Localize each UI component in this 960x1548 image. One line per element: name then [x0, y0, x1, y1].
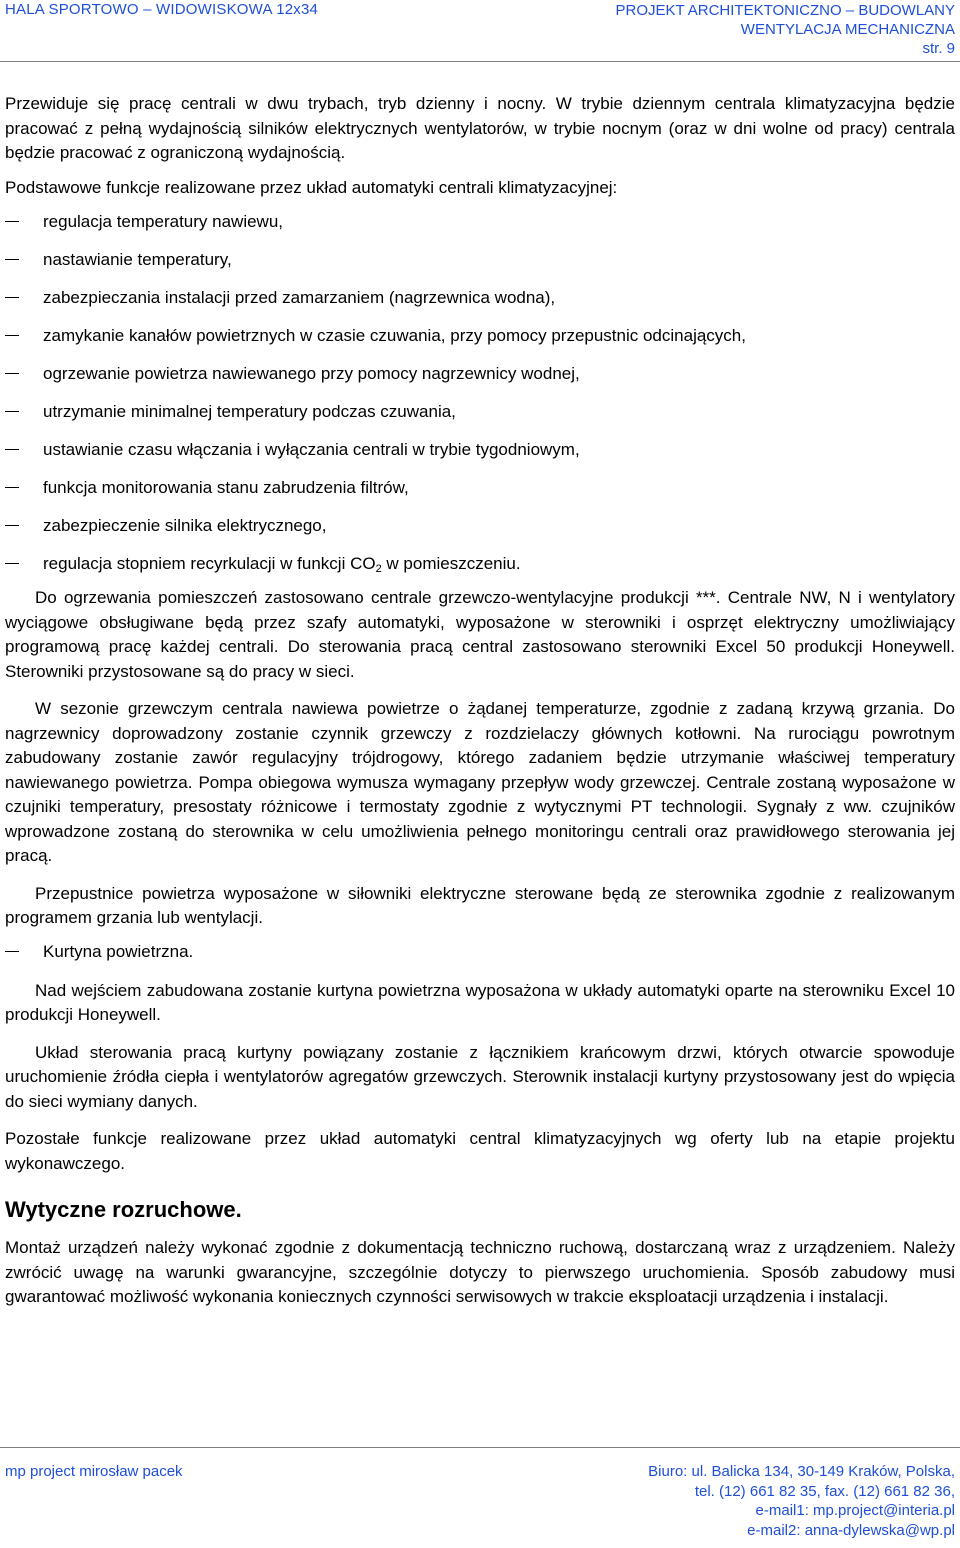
list-item: regulacja temperatury nawiewu, [5, 203, 955, 241]
footer-company-name: mp project mirosław pacek [5, 1463, 183, 1480]
page-header [0, 0, 960, 64]
paragraph-dampers: Przepustnice powietrza wyposażone w siłowniki elektryczne sterowane będą ze sterownika zgodnie z realizowanym programem grzania lub wentylacji. [5, 883, 955, 927]
footer-address: Biuro: ul. Balicka 134, 30-149 Kraków, Polska, [648, 1463, 955, 1480]
paragraph-other-functions: Pozostałe funkcje realizowane przez układ automatyki central klimatyzacyjnych wg oferty lub na etapie projektu wykonawczego. [5, 1129, 955, 1173]
dash-bullet [5, 373, 19, 374]
air-curtain-list [5, 933, 955, 971]
dash-bullet [5, 951, 19, 952]
header-document-info [616, 1, 956, 58]
dash-bullet [5, 297, 19, 298]
header-page-number: str. 9 [922, 40, 955, 57]
dash-bullet [5, 563, 19, 564]
paragraph-heating-season: W sezonie grzewczym centrala nawiewa powietrze o żądanej temperaturze, zgodnie z zadaną krzywą grzania. Do nagrzewnicy doprowadzony zostanie czynnik grzewczy z rozdzielaczy głównych kotłowni. Na rurociągu powrotnym zabudowany zostanie zawór regulacyjny trójdrogowy, którego zadaniem będzie utrzymanie właściwej temperatury nawiewanego powietrza. Pompa obiegowa wymusza wymagany przepływ wody grzewczej. Centrale zostaną wyposażone w czujniki temperatury, presostaty różnicowe i termostaty zgodnie z wytycznymi PT technologii. Sygnały z ww. czujników wprowadzone zostaną do sterownika w celu umożliwienia pełnego monitoringu centrali oraz prawidłowego sterowania jej pracą. [5, 699, 955, 865]
list-item: ogrzewanie powietrza nawiewanego przy pomocy nagrzewnicy wodnej, [5, 355, 955, 393]
list-item: utrzymanie minimalnej temperatury podczas czuwania, [5, 393, 955, 431]
list-item: regulacja stopniem recyrkulacji w funkcji $CO_2$ w pomieszczeniu. [5, 545, 955, 583]
document-body [5, 92, 955, 1310]
dash-bullet [5, 525, 19, 526]
dash-bullet [5, 259, 19, 260]
paragraph-heating-units: Do ogrzewania pomieszczeń zastosowano centrale grzewczo-wentylacyjne produkcji ***. Centrale NW, N i wentylatory wyciągowe obsługiwane będą przez szafy automatyki, wyposażone w sterowniki i osprzęt elektryczny umożliwiający programową pracę każdej centrali. Do sterowania pracą central zastosowano sterowniki Excel 50 produkcji Honeywell. Sterowniki przystosowane są do pracy w sieci. [5, 588, 955, 681]
list-item: nastawianie temperatury, [5, 241, 955, 279]
footer-contact-info [648, 1462, 955, 1540]
footer-phone-fax: tel. (12) 661 82 35, fax. (12) 661 82 36, [694, 1482, 955, 1500]
dash-bullet [5, 449, 19, 450]
section-heading: Wytyczne rozruchowe. [5, 1197, 242, 1222]
list-item: Kurtyna powietrzna. [5, 933, 955, 971]
footer-email-2: e-mail2: anna-dylewska@wp.pl [747, 1521, 955, 1539]
list-item: zamykanie kanałów powietrznych w czasie czuwania, przy pomocy przepustnic odcinających, [5, 317, 955, 355]
dash-bullet [5, 335, 19, 336]
header-project-title: HALA SPORTOWO – WIDOWISKOWA 12x34 [5, 1, 319, 18]
functions-list [5, 203, 955, 583]
header-discipline: WENTYLACJA MECHANICZNA [740, 21, 955, 38]
list-item: zabezpieczania instalacji przed zamarzaniem (nagrzewnica wodna), [5, 279, 955, 317]
header-project-type: PROJEKT ARCHITEKTONICZNO – BUDOWLANY [615, 2, 955, 19]
header-divider [0, 61, 960, 62]
paragraph-startup-guidelines: Montaż urządzeń należy wykonać zgodnie z dokumentacją techniczno ruchową, dostarczaną wraz z urządzeniem. Należy zwrócić uwagę na warunki gwarancyjne, szczególnie dotyczy to pierwszego uruchomienia. Sposób zabudowy musi gwarantować możliwość wykonania koniecznych czynności serwisowych w trakcie eksploatacji urządzenia i instalacji. [5, 1238, 955, 1306]
paragraph-air-curtain: Nad wejściem zabudowana zostanie kurtyna powietrzna wyposażona w układy automatyki oparte na sterowniku Excel 10 produkcji Honeywell. [5, 980, 955, 1024]
paragraph-operating-modes: Przewiduje się pracę centrali w dwu trybach, tryb dzienny i nocny. W trybie dziennym centrala klimatyzacyjna będzie pracować z pełną wydajnością silników elektrycznych wentylatorów, w trybie nocnym (oraz w dni wolne od pracy) centrala będzie pracować z ograniczoną wydajnością. [5, 94, 955, 162]
list-item: funkcja monitorowania stanu zabrudzenia filtrów, [5, 469, 955, 507]
paragraph-functions-intro: Podstawowe funkcje realizowane przez układ automatyki centrali klimatyzacyjnej: [5, 177, 618, 197]
dash-bullet [5, 487, 19, 488]
dash-bullet [5, 221, 19, 222]
footer-email-1: e-mail1: mp.project@interia.pl [755, 1502, 955, 1519]
footer-divider [0, 1447, 960, 1448]
subscript-two: 2 [375, 563, 382, 575]
list-item: ustawianie czasu włączania i wyłączania centrali w trybie tygodniowym, [5, 431, 955, 469]
paragraph-air-curtain-control: Układ sterowania pracą kurtyny powiązany zostanie z łącznikiem krańcowym drzwi, których otwarcie spowoduje uruchomienie źródła ciepła i wentylatorów agregatów grzewczych. Sterownik instalacji kurtyny przystosowany jest do wpięcia do sieci wymiany danych. [5, 1042, 955, 1111]
list-item: zabezpieczenie silnika elektrycznego, [5, 507, 955, 545]
dash-bullet [5, 411, 19, 412]
